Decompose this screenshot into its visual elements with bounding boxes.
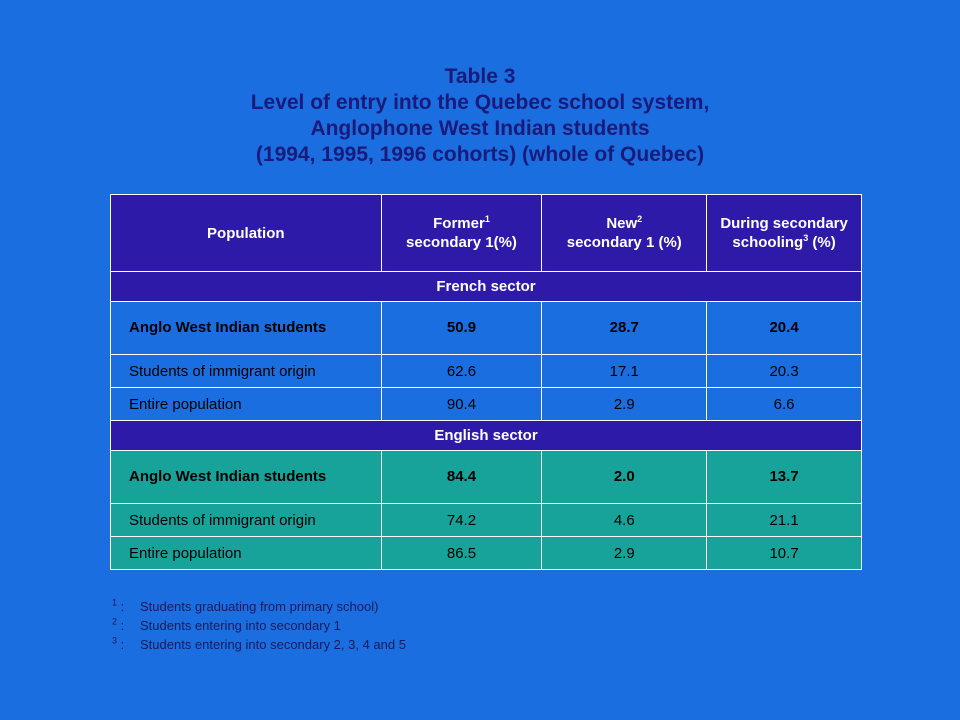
cell-former: 62.6 <box>381 355 542 388</box>
footnote-text: Students entering into secondary 1 <box>140 618 341 633</box>
header-during-label: During secondary schooling <box>720 215 848 251</box>
header-former <box>381 195 542 272</box>
section-french-label: French sector <box>111 272 862 302</box>
row-label: Entire population <box>111 388 382 421</box>
cell-during: 20.4 <box>707 302 862 355</box>
cell-during: 6.6 <box>707 388 862 421</box>
header-during-rest: (%) <box>812 234 836 251</box>
cell-during: 21.1 <box>707 504 862 537</box>
footnote <box>112 597 406 616</box>
footnote-marker <box>112 616 140 635</box>
table-row <box>111 388 862 421</box>
header-new-label: New <box>606 215 638 232</box>
section-english-label: English sector <box>111 421 862 451</box>
cell-during: 10.7 <box>707 537 862 570</box>
row-label: Anglo West Indian students <box>111 302 382 355</box>
footnote-separator: : <box>120 618 125 633</box>
header-new <box>542 195 707 272</box>
cell-new: 2.9 <box>542 388 707 421</box>
header-new-sup: 2 <box>637 214 643 224</box>
title-line-3: Anglophone West Indian students <box>310 117 650 140</box>
footnote-marker <box>112 597 140 616</box>
row-label: Students of immigrant origin <box>111 504 382 537</box>
cell-former: 84.4 <box>381 451 542 504</box>
row-label: Anglo West Indian students <box>111 451 382 504</box>
cell-new: 4.6 <box>542 504 707 537</box>
header-row <box>111 195 862 272</box>
cell-during: 20.3 <box>707 355 862 388</box>
table-row <box>111 355 862 388</box>
header-during <box>707 195 862 272</box>
cell-new: 2.0 <box>542 451 707 504</box>
row-label: Students of immigrant origin <box>111 355 382 388</box>
cell-former: 50.9 <box>381 302 542 355</box>
table-row <box>111 302 862 355</box>
footnote-separator: : <box>120 599 125 614</box>
page-title <box>0 64 960 168</box>
section-row-french <box>111 272 862 302</box>
footnote-number: 3 <box>112 635 118 646</box>
header-former-sup: 1 <box>484 214 490 224</box>
title-line-4: (1994, 1995, 1996 cohorts) (whole of Quebec) <box>255 143 705 166</box>
cell-former: 74.2 <box>381 504 542 537</box>
cell-former: 90.4 <box>381 388 542 421</box>
footnote <box>112 616 406 635</box>
footnote-separator: : <box>120 637 125 652</box>
header-former-label: Former <box>433 215 485 232</box>
data-table <box>110 194 862 570</box>
title-line-1: Table 3 <box>444 65 516 88</box>
table-row <box>111 537 862 570</box>
table-row <box>111 451 862 504</box>
header-during-sup: 3 <box>803 233 809 243</box>
section-row-english <box>111 421 862 451</box>
header-former-rest: secondary 1(%) <box>406 234 517 251</box>
cell-new: 2.9 <box>542 537 707 570</box>
header-new-rest: secondary 1 (%) <box>566 234 682 251</box>
row-label: Entire population <box>111 537 382 570</box>
footnote-number: 2 <box>112 616 118 627</box>
cell-new: 28.7 <box>542 302 707 355</box>
title-line-2: Level of entry into the Quebec school system, <box>250 91 710 114</box>
cell-new: 17.1 <box>542 355 707 388</box>
footnote-number: 1 <box>112 597 118 608</box>
cell-during: 13.7 <box>707 451 862 504</box>
cell-former: 86.5 <box>381 537 542 570</box>
footnotes <box>112 597 406 654</box>
footnote-text: Students graduating from primary school) <box>140 599 379 614</box>
header-population: Population <box>111 195 382 272</box>
table-row <box>111 504 862 537</box>
footnote <box>112 635 406 654</box>
footnote-marker <box>112 635 140 654</box>
footnote-text: Students entering into secondary 2, 3, 4 and 5 <box>140 637 406 652</box>
